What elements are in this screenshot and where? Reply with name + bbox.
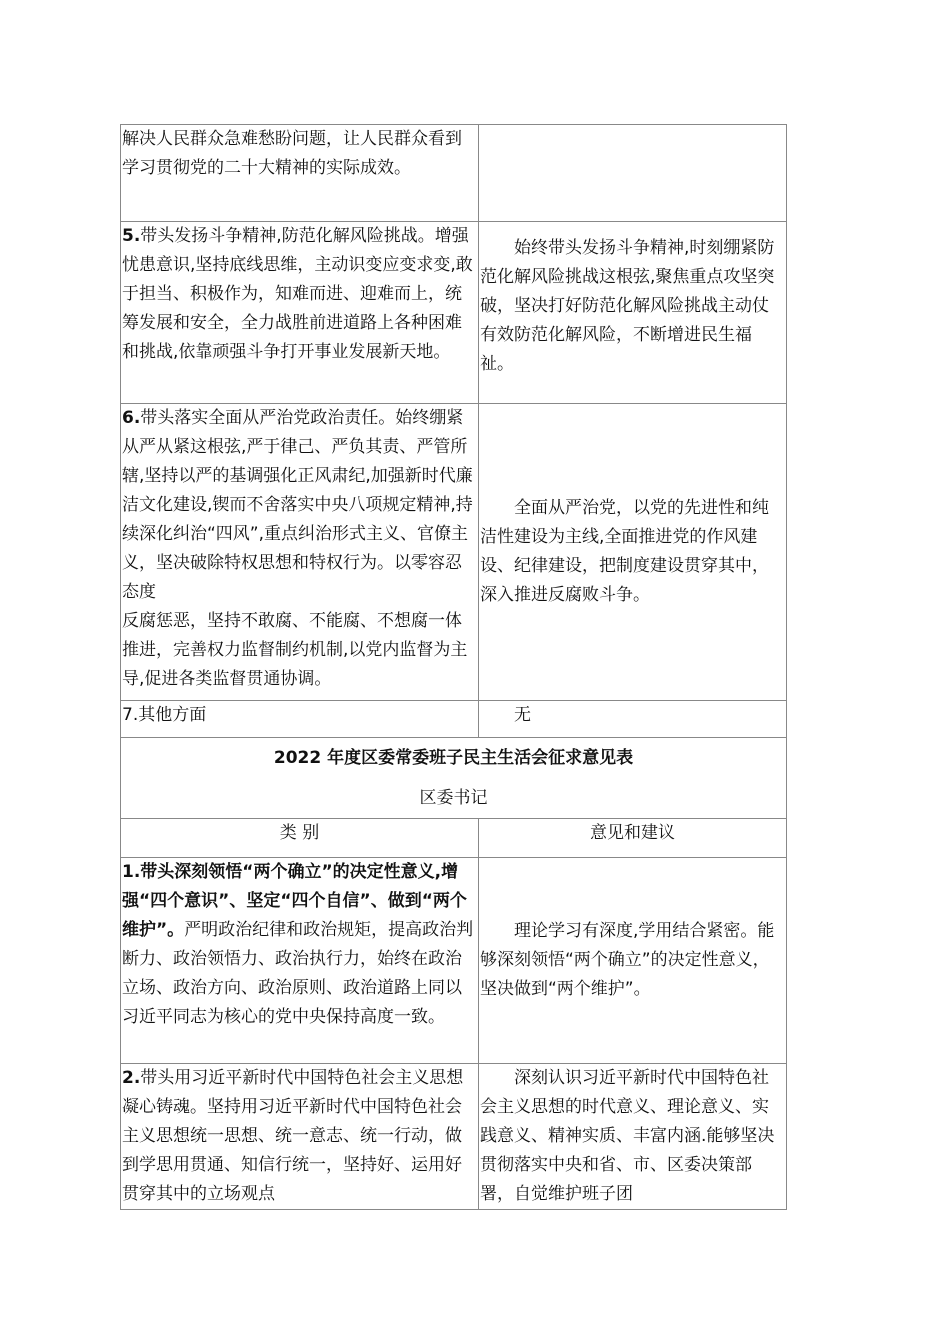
item-body: 增强忧患意识,坚持底线思维，主动识变应变求变,敢于担当、积极作为，知难而进、迎难而上，统筹发展和安全，全力战胜前进道路上各种困难和挑战,依靠顽强斗争打开事业发展新天地。 [122, 226, 473, 362]
item-heading: 带头落实全面从严治党政治责任。 [140, 408, 396, 428]
item-body: 严明政治纪律和政治规矩，提高政治判断力、政治领悟力、政治执行力，始终在政治立场、政治方向、政治原则、政治道路上同以习近平同志为核心的党中央保持高度一致。 [122, 920, 474, 1027]
item-heading: 带头发扬斗争精神,防范化解风险挑战。 [140, 226, 435, 246]
opinion-table [120, 124, 787, 1210]
item-body: 坚持用习近平新时代中国特色社会主义思想统一思想、统一意志、统一行动，做到学思用贯通、知信行统一，坚持好、运用好贯穿其中的立场观点 [122, 1097, 462, 1204]
cell-text: 解决人民群众急难愁盼问题，让人民群众看到学习贯彻党的二十大精神的实际成效。 [122, 129, 462, 178]
table-row [121, 1064, 787, 1210]
cell-right [479, 701, 787, 738]
table-row [121, 404, 787, 701]
cell-right [479, 404, 787, 701]
cell-right [479, 222, 787, 404]
column-header-category: 类 别 [121, 819, 479, 858]
form-title: 2022 年度区委常委班子民主生活会征求意见表 [273, 748, 634, 768]
item-number: 5. [122, 226, 141, 246]
cell-right [479, 125, 787, 222]
cell-left [121, 222, 479, 404]
cell-left [121, 125, 479, 222]
table-row [121, 701, 787, 738]
item-number: 1. [122, 862, 141, 882]
opinion-table-sheet [120, 124, 785, 1210]
item-body: 始终绷紧从严从紧这根弦,严于律己、严负其责、严管所辖,坚持以严的基调强化正风肃纪,加强新时代廉洁文化建设,锲而不舍落实中央八项规定精神,持续深化纠治“四风”,重点纠治形式主义、官僚主义，坚决破除特权思想和特权行为。以零容忍态度 [122, 408, 473, 602]
table-row [121, 125, 787, 222]
cell-right [479, 1064, 787, 1210]
table-row [121, 738, 787, 819]
table-row [121, 858, 787, 1064]
opinion-text: 理论学习有深度,学用结合紧密。能够深刻领悟“两个确立”的决定性意义，坚决做到“两个维护”。 [480, 921, 775, 999]
opinion-text: 无 [514, 705, 531, 725]
column-header-opinion: 意见和建议 [479, 819, 787, 858]
cell-left [121, 701, 479, 738]
opinion-text: 全面从严治党，以党的先进性和纯洁性建设为主线,全面推进党的作风建设、纪律建设，把制度建设贯穿其中，深入推进反腐败斗争。 [480, 498, 769, 605]
cell-right [479, 858, 787, 1064]
table-row [121, 222, 787, 404]
form-subtitle: 区委书记 [419, 788, 488, 808]
form-title-cell [121, 738, 787, 819]
item-number: 2. [122, 1068, 141, 1088]
item-heading: 带头用习近平新时代中国特色社会主义思想凝心铸魂。 [122, 1068, 464, 1117]
table-header-row [121, 819, 787, 858]
item-body-continued: 反腐惩恶，坚持不敢腐、不能腐、不想腐一体推进，完善权力监督制约机制,以党内监督为主导,促进各类监督贯通协调。 [122, 611, 468, 689]
cell-left [121, 858, 479, 1064]
opinion-text: 始终带头发扬斗争精神,时刻绷紧防范化解风险挑战这根弦,聚焦重点攻坚突破，坚决打好防范化解风险挑战主动仗有效防范化解风险，不断增进民生福祉。 [480, 238, 775, 374]
cell-left [121, 1064, 479, 1210]
cell-left [121, 404, 479, 701]
item-label: 7.其他方面 [122, 705, 207, 725]
item-heading: 带头深刻领悟“两个确立”的决定性意义,增强“四个意识”、坚定“四个自信”、做到“两个维护”。 [122, 862, 467, 940]
item-number: 6. [122, 408, 141, 428]
opinion-text: 深刻认识习近平新时代中国特色社会主义思想的时代意义、理论意义、实践意义、精神实质、丰富内涵.能够坚决贯彻落实中央和省、市、区委决策部署，自觉维护班子团 [480, 1068, 775, 1204]
